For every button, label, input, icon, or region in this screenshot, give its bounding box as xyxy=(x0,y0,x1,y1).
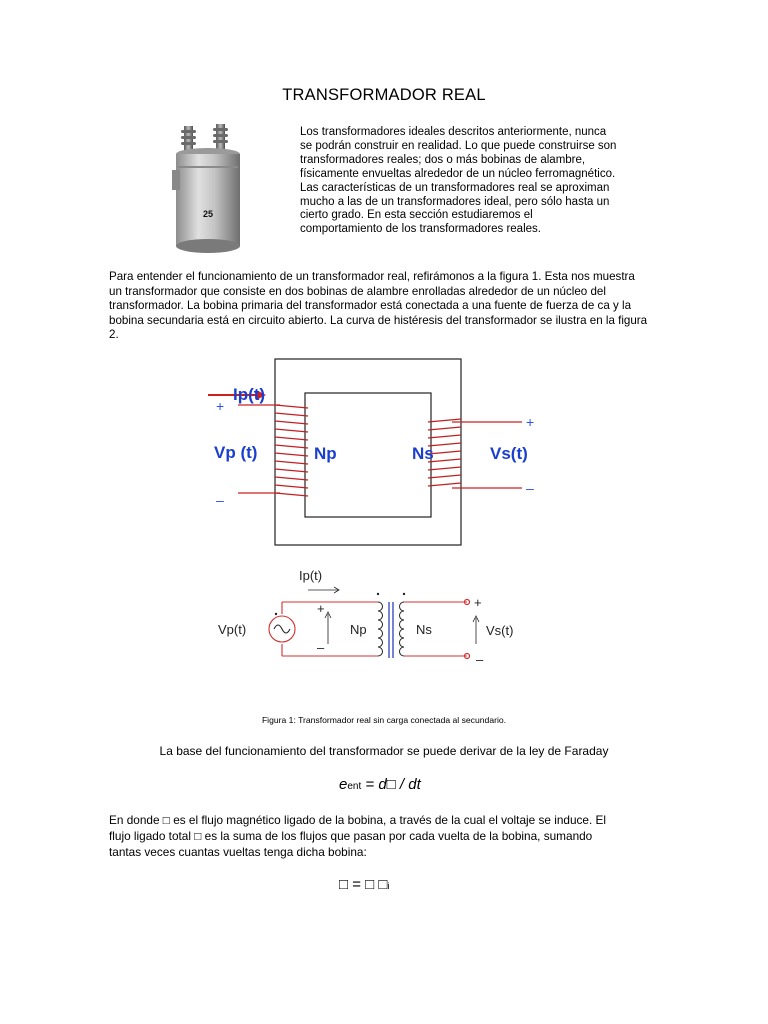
schematic-np-label: Np xyxy=(350,622,367,637)
secondary-winding-turn xyxy=(428,475,461,478)
primary-winding-turn xyxy=(275,461,308,464)
secondary-minus-sign: – xyxy=(526,480,534,496)
eq1-symbol: e xyxy=(339,776,348,793)
schematic-plus-secondary: + xyxy=(474,595,482,610)
polarity-dot-primary xyxy=(377,593,379,595)
eq2-subscript: i xyxy=(387,881,390,891)
ns-label: Ns xyxy=(412,444,434,463)
secondary-winding-turn xyxy=(428,427,461,430)
paragraph-2: En donde □ es el flujo magnético ligado de la bobina, a través de la cual el voltaje se induce. El flujo ligado total □ es la suma de los flujos que pasan por cada vuelta de la bobina, sumando tantas veces cuantas vueltas tenga dicha bobina: xyxy=(109,813,607,860)
faraday-equation xyxy=(339,776,421,793)
flux-linkage-equation xyxy=(339,876,389,893)
transformer-photo-label: 25 xyxy=(202,209,214,219)
schematic-plus-primary: + xyxy=(317,601,325,616)
page-title: TRANSFORMADOR REAL xyxy=(282,86,486,104)
primary-winding-turn xyxy=(275,485,308,488)
intro-paragraph: Los transformadores ideales descritos anteriormente, nunca se podrán construir en realidad. Lo que puede construirse son transformadores reales; dos o más bobinas de alambre, físicamente envueltas alrededor de un núcleo ferromagnético. Las características de un transformadores real se aproximan mucho a las de un transformadores ideal, pero sólo hasta un cierto grado. En esta sección estudiaremos el comportamiento de los transformadores reales. xyxy=(300,126,617,236)
schematic-coils xyxy=(378,602,404,656)
faraday-text: La base del funcionamiento del transformador se puede derivar de la ley de Faraday xyxy=(159,744,609,758)
polarity-dot-source xyxy=(275,613,277,615)
transformer-circuit-schematic xyxy=(210,562,550,672)
schematic-ns-label: Ns xyxy=(416,622,432,637)
vs-label: Vs(t) xyxy=(490,444,528,463)
polarity-dot-secondary xyxy=(403,593,405,595)
secondary-winding-turn xyxy=(428,467,461,470)
primary-winding-turn xyxy=(275,437,308,440)
primary-coil-symbol xyxy=(378,602,383,656)
primary-coil xyxy=(275,405,308,496)
primary-winding-turn xyxy=(275,421,308,424)
secondary-winding-turn xyxy=(428,435,461,438)
insulator-right xyxy=(213,124,228,150)
primary-winding-turn xyxy=(275,413,308,416)
ip-label: Ip(t) xyxy=(233,385,266,404)
schematic-vp-label: Vp(t) xyxy=(218,622,247,637)
secondary-plus-sign: + xyxy=(526,414,535,430)
schematic-ip-label: Ip(t) xyxy=(299,568,323,583)
np-label: Np xyxy=(314,444,337,463)
vp-label: Vp (t) xyxy=(214,443,258,462)
secondary-coil-symbol xyxy=(400,602,405,656)
transformer-core-diagram xyxy=(200,355,570,555)
sine-wave-icon xyxy=(274,625,290,633)
insulator-left xyxy=(181,126,196,152)
eq1-rest: = d□ / dt xyxy=(361,776,421,793)
primary-winding-turn xyxy=(275,429,308,432)
schematic-vs-label: Vs(t) xyxy=(486,623,514,638)
schematic-minus-primary: – xyxy=(317,640,325,655)
eq2-main: □ = □ □ xyxy=(339,876,388,893)
primary-winding-turn xyxy=(275,469,308,472)
primary-plus-sign: + xyxy=(216,398,225,414)
primary-winding-turn xyxy=(275,477,308,480)
transformer-photo xyxy=(168,122,250,256)
paragraph-1: Para entender el funcionamiento de un transformador real, refirámonos a la figura 1. Esta nos muestra un transformador que consiste en dos bobinas de alambre enrolladas alrededor de un núcleo del transformador. La bobina primaria del transformador está conectada a una fuente de fuerza de ca y la bobina secundaria está en circuito abierto. La curva de histéresis del transformador se ilustra en la figura 2. xyxy=(109,270,648,342)
eq1-subscript: ent xyxy=(347,781,362,792)
primary-winding-turn xyxy=(275,453,308,456)
primary-winding-turn xyxy=(275,445,308,448)
figure-caption: Figura 1: Transformador real sin carga conectada al secundario. xyxy=(261,715,507,725)
primary-minus-sign: – xyxy=(216,492,224,508)
schematic-minus-secondary: – xyxy=(476,652,484,667)
secondary-winding-turn xyxy=(428,483,461,486)
